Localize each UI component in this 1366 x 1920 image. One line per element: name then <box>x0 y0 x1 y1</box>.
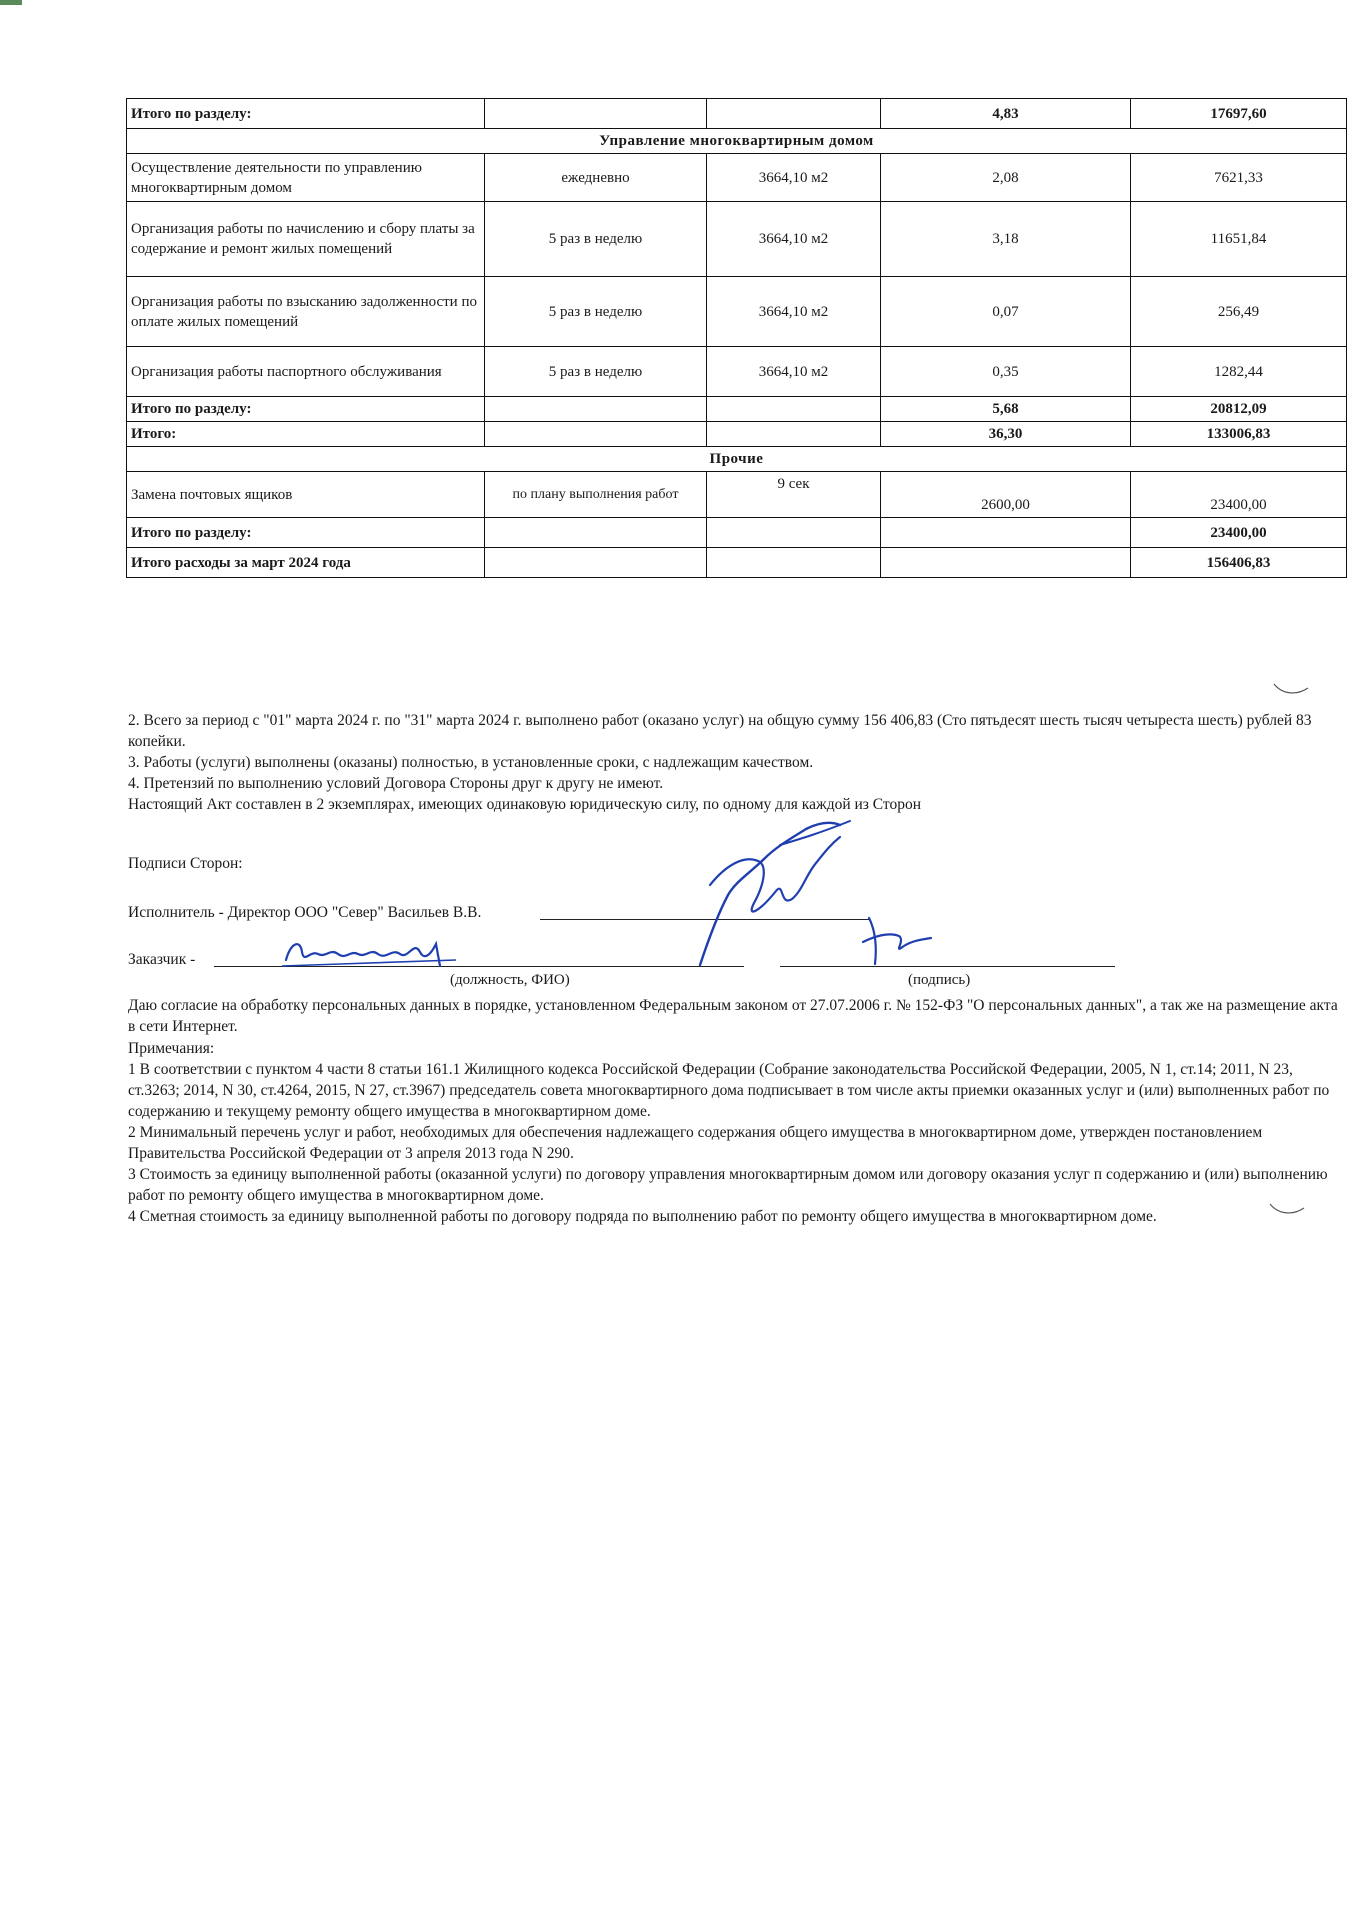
executor-signature <box>680 815 870 975</box>
table-row <box>127 347 1347 397</box>
table-row <box>127 202 1347 277</box>
row-rate: 0,07 <box>881 277 1131 347</box>
row-name: Организация работы по начислению и сбору платы за содержание и ремонт жилых помещений <box>127 202 485 277</box>
table-row-subtotal <box>127 99 1347 129</box>
scan-mark <box>1268 1200 1308 1220</box>
table-row <box>127 472 1347 518</box>
row-name: Итого по разделу: <box>127 99 485 129</box>
act-conclusions <box>128 710 1340 815</box>
row-name: Итого по разделу: <box>127 518 485 548</box>
row-total: 23400,00 <box>1131 518 1347 548</box>
note-1: 1 В соответствии с пунктом 4 части 8 статьи 161.1 Жилищного кодекса Российской Федерации (Собрание законодательства Российской Федерации, 2005, N 1, ст.14; 2011, N 23, ст.3263; 2014, N 30, ст.4264, 2015, N 27, ст.3967) председатель совета многоквартирного дома подписывает в том числе акты приемки оказанных услуг и (или) выполненных работ по содержанию и текущему ремонту общего имущества в многоквартирном доме. <box>128 1061 1330 1120</box>
row-frequency: по плану выполнения работ <box>485 472 707 518</box>
table-section-row <box>127 447 1347 472</box>
paragraph-quality: 3. Работы (услуги) выполнены (оказаны) полностью, в установленные сроки, с надлежащим качеством. <box>128 754 814 771</box>
row-rate: 2,08 <box>881 154 1131 202</box>
row-frequency <box>485 99 707 129</box>
row-name: Организация работы по взысканию задолженности по оплате жилых помещений <box>127 277 485 347</box>
row-quantity <box>707 518 881 548</box>
customer-signature <box>855 912 935 968</box>
row-quantity: 3664,10 м2 <box>707 347 881 397</box>
row-quantity: 3664,10 м2 <box>707 202 881 277</box>
row-quantity <box>707 397 881 422</box>
row-total: 20812,09 <box>1131 397 1347 422</box>
row-frequency: 5 раз в неделю <box>485 202 707 277</box>
row-rate: 4,83 <box>881 99 1131 129</box>
row-total: 1282,44 <box>1131 347 1347 397</box>
section-title: Прочие <box>127 447 1347 472</box>
row-quantity: 3664,10 м2 <box>707 277 881 347</box>
table-row <box>127 154 1347 202</box>
signatures-heading: Подписи Сторон: <box>128 855 243 872</box>
row-frequency <box>485 397 707 422</box>
row-total: 23400,00 <box>1131 472 1347 518</box>
scan-mark <box>1272 680 1312 700</box>
row-frequency: ежедневно <box>485 154 707 202</box>
note-3: 3 Стоимость за единицу выполненной работы (оказанной услуги) по договору управления многоквартирным домом или договору оказания услуг п содержанию и (или) выполнению работ по ремонту общего имущества в многоквартирном доме. <box>128 1166 1328 1204</box>
row-quantity <box>707 548 881 578</box>
row-frequency <box>485 548 707 578</box>
row-total: 11651,84 <box>1131 202 1347 277</box>
section-title: Управление многоквартирным домом <box>127 129 1347 154</box>
row-name: Итого по разделу: <box>127 397 485 422</box>
row-rate: 0,35 <box>881 347 1131 397</box>
row-name: Замена почтовых ящиков <box>127 472 485 518</box>
customer-handwritten-name <box>280 930 460 972</box>
table-row-subtotal <box>127 518 1347 548</box>
row-total: 7621,33 <box>1131 154 1347 202</box>
row-frequency: 5 раз в неделю <box>485 347 707 397</box>
paragraph-no-claims: 4. Претензий по выполнению условий Договора Стороны друг к другу не имеют. <box>128 775 664 792</box>
row-name: Итого расходы за март 2024 года <box>127 548 485 578</box>
customer-label: Заказчик - <box>128 951 196 968</box>
row-frequency: 5 раз в неделю <box>485 277 707 347</box>
row-quantity <box>707 99 881 129</box>
row-total: 256,49 <box>1131 277 1347 347</box>
notes-heading: Примечания: <box>128 1040 215 1057</box>
consent-text: Даю согласие на обработку персональных данных в порядке, установленном Федеральным законом от 27.07.2006 г. № 152-ФЗ "О персональных данных", а так же на размещение акта в сети Интернет. <box>128 997 1338 1035</box>
row-rate: 2600,00 <box>881 472 1131 518</box>
executor-line: Исполнитель - Директор ООО "Север" Васильев В.В. <box>128 904 482 921</box>
caption-signature: (подпись) <box>908 972 971 988</box>
table-row-total <box>127 422 1347 447</box>
row-frequency <box>485 518 707 548</box>
row-rate <box>881 548 1131 578</box>
row-rate <box>881 518 1131 548</box>
row-total: 156406,83 <box>1131 548 1347 578</box>
caption-position: (должность, ФИО) <box>450 972 570 988</box>
paragraph-total-amount: 2. Всего за период с "01" марта 2024 г. по "31" марта 2024 г. выполнено работ (оказано услуг) на общую сумму 156 406,83 (Сто пятьдесят шесть тысяч четыреста шесть) рублей 83 копейки. <box>128 712 1312 750</box>
row-rate: 3,18 <box>881 202 1131 277</box>
row-frequency <box>485 422 707 447</box>
row-name: Осуществление деятельности по управлению многоквартирным домом <box>127 154 485 202</box>
services-table <box>126 98 1347 578</box>
row-rate: 36,30 <box>881 422 1131 447</box>
row-total: 17697,60 <box>1131 99 1347 129</box>
table-row-grand-total <box>127 548 1347 578</box>
row-quantity: 3664,10 м2 <box>707 154 881 202</box>
table-row <box>127 277 1347 347</box>
row-quantity: 9 сек <box>707 472 881 518</box>
row-name: Организация работы паспортного обслуживания <box>127 347 485 397</box>
row-quantity <box>707 422 881 447</box>
paragraph-copies: Настоящий Акт составлен в 2 экземплярах, имеющих одинаковую юридическую силу, по одному для каждой из Сторон <box>128 796 922 813</box>
note-2: 2 Минимальный перечень услуг и работ, необходимых для обеспечения надлежащего содержания общего имущества в многоквартирном доме, утвержден постановлением Правительства Российской Федерации от 3 апреля 2013 года N 290. <box>128 1124 1263 1162</box>
row-rate: 5,68 <box>881 397 1131 422</box>
table-section-row <box>127 129 1347 154</box>
row-total: 133006,83 <box>1131 422 1347 447</box>
scan-mark <box>0 0 22 5</box>
note-4: 4 Сметная стоимость за единицу выполненной работы по договору подряда по выполнению работ по ремонту общего имущества в многоквартирном доме. <box>128 1208 1157 1225</box>
row-name: Итого: <box>127 422 485 447</box>
table-row-subtotal <box>127 397 1347 422</box>
notes <box>128 1038 1340 1227</box>
